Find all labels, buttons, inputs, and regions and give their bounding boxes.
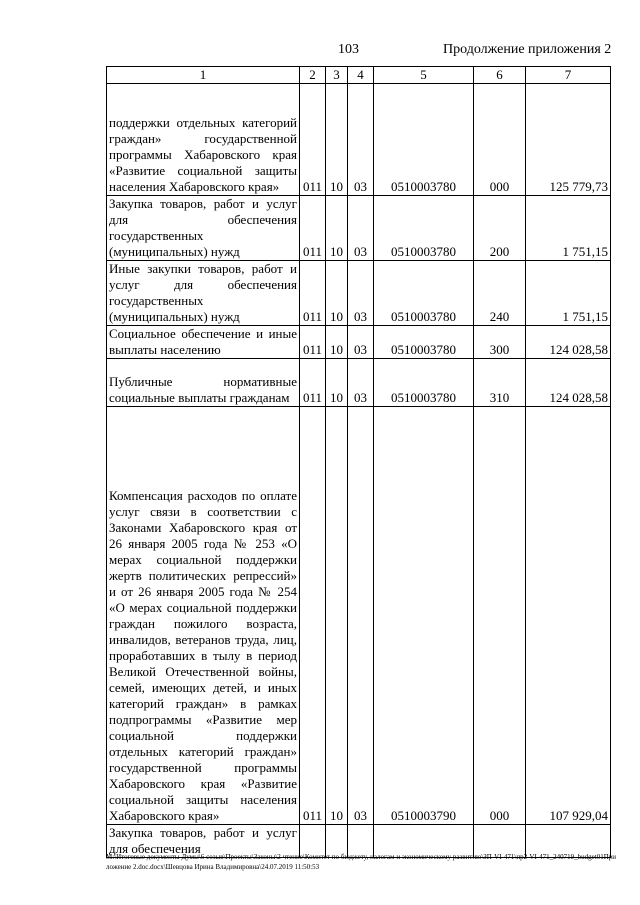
budget-table bbox=[106, 66, 611, 858]
cell-subsection: 03 bbox=[348, 326, 374, 359]
cell-amount: 124 028,58 bbox=[526, 326, 611, 359]
row-description: Закупка товаров, работ и услуг для обеспечения государственных (муниципальных) нужд bbox=[107, 196, 300, 261]
cell-section: 10 bbox=[326, 359, 348, 407]
table-row bbox=[107, 84, 611, 196]
table-row bbox=[107, 407, 611, 825]
file-path-footer: M:\Итоговые документы Думы\6 созыв\Проекты\Законы\2 чтение\Комитет по бюджету, налогам и экономическому развитию\ЗП-VI-471\пр2-VI-471_240719_budget01Приложение 2.doc.docx\Шевцова Ирина Владимировна\24.07.2019 11:50:53 bbox=[106, 853, 616, 871]
row-description: Социальное обеспечение и иные выплаты населению bbox=[107, 326, 300, 359]
table-row bbox=[107, 261, 611, 326]
cell-target-item: 0510003780 bbox=[374, 196, 474, 261]
cell-target-item: 0510003790 bbox=[374, 407, 474, 825]
cell-subsection: 03 bbox=[348, 84, 374, 196]
continuation-label: Продолжение приложения 2 bbox=[443, 42, 612, 57]
cell-ministry: 011 bbox=[300, 196, 326, 261]
cell-ministry: 011 bbox=[300, 84, 326, 196]
cell-expense-type: 240 bbox=[474, 261, 526, 326]
cell-section: 10 bbox=[326, 326, 348, 359]
cell-target-item: 0510003780 bbox=[374, 84, 474, 196]
column-header: 7 bbox=[526, 67, 611, 84]
cell-section: 10 bbox=[326, 196, 348, 261]
cell-target-item: 0510003780 bbox=[374, 326, 474, 359]
table-row bbox=[107, 359, 611, 407]
cell-subsection: 03 bbox=[348, 261, 374, 326]
cell-section: 10 bbox=[326, 261, 348, 326]
row-description: Компенсация расходов по оплате услуг связи в соответствии с Законами Хабаровского края от 26 января 2005 года № 253 «О мерах социальной поддержки жертв политических репрессий» и от 26 января 2005 года № 254 «О мерах социальной поддержки граждан пожилого возраста, инвалидов, ветеранов труда, лиц, проработавших в тылу в период Великой Отечественной войны, семей, имеющих детей, и иных категорий граждан» в рамках подпрограммы «Развитие мер социальной поддержки отдельных категорий граждан» государственной программы Хабаровского края «Развитие социальной защиты населения Хабаровского края» bbox=[107, 407, 300, 825]
cell-expense-type: 000 bbox=[474, 84, 526, 196]
cell-target-item: 0510003780 bbox=[374, 359, 474, 407]
cell-amount: 107 929,04 bbox=[526, 407, 611, 825]
table-row bbox=[107, 196, 611, 261]
cell-section: 10 bbox=[326, 84, 348, 196]
cell-subsection: 03 bbox=[348, 359, 374, 407]
column-header: 6 bbox=[474, 67, 526, 84]
cell-target-item: 0510003780 bbox=[374, 261, 474, 326]
cell-amount: 124 028,58 bbox=[526, 359, 611, 407]
page-number: 103 bbox=[338, 42, 359, 57]
column-header: 1 bbox=[107, 67, 300, 84]
cell-expense-type: 000 bbox=[474, 407, 526, 825]
cell-expense-type: 300 bbox=[474, 326, 526, 359]
table-header-row bbox=[107, 67, 611, 84]
column-header: 4 bbox=[348, 67, 374, 84]
cell-ministry: 011 bbox=[300, 261, 326, 326]
row-description: Публичные нормативные социальные выплаты гражданам bbox=[107, 359, 300, 407]
row-description: Иные закупки товаров, работ и услуг для обеспечения государственных (муниципальных) нужд bbox=[107, 261, 300, 326]
cell-section: 10 bbox=[326, 407, 348, 825]
cell-ministry: 011 bbox=[300, 359, 326, 407]
column-header: 2 bbox=[300, 67, 326, 84]
cell-ministry: 011 bbox=[300, 326, 326, 359]
row-description: Закупка товаров, работ и услуг для обеспечения bbox=[107, 825, 300, 858]
cell-amount: 1 751,15 bbox=[526, 196, 611, 261]
table-row bbox=[107, 326, 611, 359]
cell-subsection: 03 bbox=[348, 407, 374, 825]
column-header: 3 bbox=[326, 67, 348, 84]
cell-amount: 1 751,15 bbox=[526, 261, 611, 326]
row-description: поддержки отдельных категорий граждан» государственной программы Хабаровского края «Развитие социальной защиты населения Хабаровского края» bbox=[107, 84, 300, 196]
cell-expense-type: 310 bbox=[474, 359, 526, 407]
cell-expense-type: 200 bbox=[474, 196, 526, 261]
cell-subsection: 03 bbox=[348, 196, 374, 261]
cell-ministry: 011 bbox=[300, 407, 326, 825]
cell-amount: 125 779,73 bbox=[526, 84, 611, 196]
column-header: 5 bbox=[374, 67, 474, 84]
